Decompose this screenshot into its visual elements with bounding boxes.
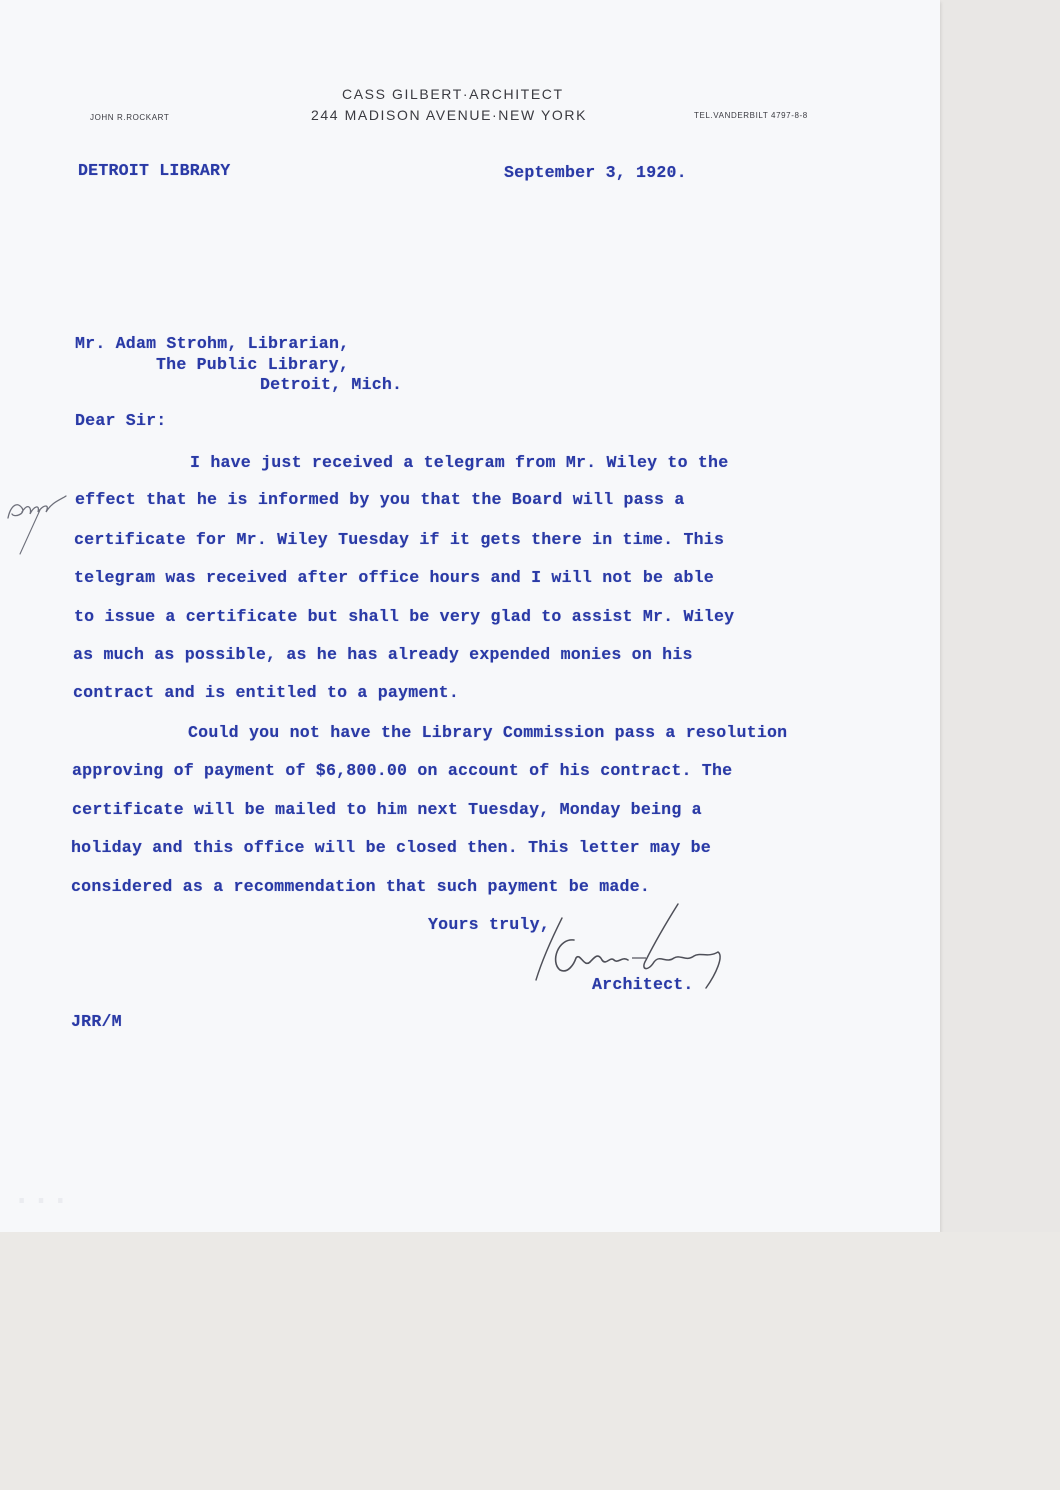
letterhead-firm: CASS GILBERT·ARCHITECT xyxy=(342,86,564,102)
letter-date: September 3, 1920. xyxy=(504,163,687,182)
signer-title: Architect. xyxy=(592,975,694,994)
body-line: certificate for Mr. Wiley Tuesday if it gets there in time. This xyxy=(74,530,725,549)
subject-line: DETROIT LIBRARY xyxy=(78,161,231,180)
valediction: Yours truly, xyxy=(428,915,550,934)
typist-initials: JRR/M xyxy=(71,1012,122,1031)
body-line: contract and is entitled to a payment. xyxy=(73,683,459,702)
letterhead-telephone: TEL.VANDERBILT 4797-8-8 xyxy=(694,111,808,120)
scan-background xyxy=(0,1232,1060,1490)
body-line: to issue a certificate but shall be very glad to assist Mr. Wiley xyxy=(74,607,735,626)
faint-stamp: ··· xyxy=(14,1171,72,1223)
letterhead-left-name: JOHN R.ROCKART xyxy=(90,113,170,122)
body-line: Could you not have the Library Commission pass a resolution xyxy=(188,723,788,742)
body-line: telegram was received after office hours and I will not be able xyxy=(74,568,714,587)
body-line: considered as a recommendation that such payment be made. xyxy=(71,877,650,896)
body-line: approving of payment of $6,800.00 on account of his contract. The xyxy=(72,761,733,780)
signature-icon xyxy=(528,900,738,990)
recipient-line-3: Detroit, Mich. xyxy=(260,375,403,394)
margin-mark-icon xyxy=(0,478,80,568)
body-line: holiday and this office will be closed then. This letter may be xyxy=(71,838,711,857)
recipient-line-1: Mr. Adam Strohm, Librarian, xyxy=(75,334,350,353)
body-line: effect that he is informed by you that the Board will pass a xyxy=(75,490,685,509)
letterhead-address: 244 MADISON AVENUE·NEW YORK xyxy=(311,107,588,123)
body-line: I have just received a telegram from Mr. Wiley to the xyxy=(190,453,729,472)
salutation: Dear Sir: xyxy=(75,411,167,430)
body-line: as much as possible, as he has already expended monies on his xyxy=(73,645,693,664)
recipient-line-2: The Public Library, xyxy=(156,355,349,374)
body-line: certificate will be mailed to him next Tuesday, Monday being a xyxy=(72,800,702,819)
